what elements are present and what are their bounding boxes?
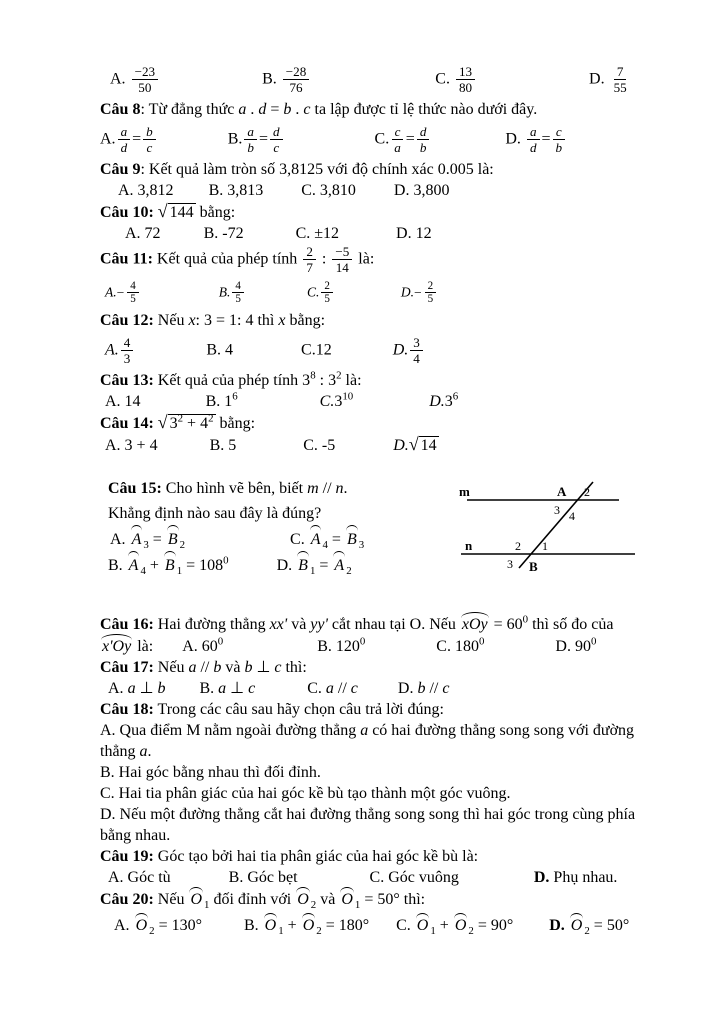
fraction (527, 124, 540, 155)
question-15-block (100, 476, 660, 583)
denominator: 14 (335, 260, 349, 276)
fraction-sign: − (116, 285, 125, 301)
italic-text: c (274, 659, 282, 677)
angle-arc: xOy (460, 613, 490, 635)
denominator: 5 (235, 293, 241, 306)
angle-arc: O (415, 914, 431, 936)
question-17-text: Câu 17: Nếu a // b và b ⊥ c thì: (100, 659, 307, 677)
question-15-line: B. A $_4$ + B $_1 = 108^0$ D. B $_1$ = A $_2$ (100, 552, 445, 578)
angle-index: 2 (316, 925, 322, 938)
question-14-text: Câu 14: √ $3^2 + 4^2$ bằng: (100, 412, 256, 433)
italic-text: a (188, 659, 197, 677)
bold-text: Câu 8 (100, 101, 141, 119)
label-B: B (529, 559, 538, 575)
radical-sign: √ (157, 412, 168, 433)
question-20-options: A. O $_2$ = 130° B. O $_1$ + O $_2$ = 180° C. O $_1$ + O $_2$ = 90° D. O $_2$ = 50° (100, 914, 660, 936)
italic-text: d (258, 101, 267, 119)
prev-question-options: A. $\frac{-23}{50}$ B. $\frac{-28}{76}$ C. $\frac{13}{80}$ D. $\frac{7}{55}$ (100, 64, 660, 95)
denominator: 3 (123, 351, 131, 367)
denominator: a (394, 140, 401, 156)
square-root (157, 412, 216, 433)
angle-notation (339, 891, 361, 912)
label-A: A (557, 484, 567, 500)
italic-text: b (213, 659, 222, 677)
question-8-options: A. $\frac{a}{d}$ = $\frac{b}{c}$ B. $\frac{a}{b}$ = $\frac{d}{c}$ C. $\frac{c}{a}$ = $\frac{d}{b}$ D. $\frac{a}{d}$ = $\frac{c}{b}$ (100, 124, 660, 155)
question-20-text: Câu 20: Nếu O $_1$ đối đỉnh với O $_2$ và O $_1$ = 50° thì: (100, 888, 660, 910)
superscript: 0 (217, 635, 224, 648)
angle-index: 2 (179, 539, 186, 552)
italic-text: A. (105, 283, 117, 299)
denominator: c (273, 140, 280, 156)
angle-notation (309, 531, 328, 552)
label-angle-B2: 2 (515, 539, 521, 554)
angle-notation (415, 917, 436, 938)
bold-text: D. (533, 869, 550, 887)
angle-arc: A (130, 526, 144, 552)
bold-text: Câu 14: (100, 415, 158, 433)
label-m: m (459, 484, 470, 500)
denominator: b (247, 140, 254, 156)
superscript: 2 (208, 412, 214, 425)
italic-text: m (307, 480, 319, 498)
bold-text: Câu 19: (100, 848, 154, 866)
angle-index: 1 (354, 899, 361, 912)
angle-arc: A (309, 526, 323, 552)
angle-index: 2 (584, 925, 590, 938)
denominator: 80 (458, 80, 473, 96)
question-16-options: x'Oy là: A. $60^0$ B. $120^0$ C. $180^0$ D. $90^0$ (102, 635, 597, 656)
question-12-text: Câu 12: Nếu x: 3 = 1: 4 thì x bằng: (100, 312, 326, 329)
italic-text: c (350, 680, 358, 698)
numerator: 7 (614, 64, 627, 80)
italic-text: x (188, 312, 196, 329)
label-angle-A2: 2 (584, 485, 590, 500)
bold-text: Câu 18: (100, 701, 154, 719)
question-15-line: Khẳng định nào sau đây là đúng? (108, 505, 322, 523)
superscript: 0 (359, 635, 366, 648)
italic-text: A. (105, 341, 119, 359)
fraction (283, 64, 310, 95)
italic-text: D. (393, 437, 409, 455)
denominator: 55 (613, 80, 627, 96)
angle-index: 3 (143, 539, 149, 552)
angle-index: 2 (346, 565, 352, 578)
radicand: 14 (420, 437, 437, 455)
superscript: 10 (342, 390, 354, 403)
italic-text: D. (400, 283, 414, 299)
denominator: b (419, 140, 427, 156)
denominator: 76 (289, 80, 303, 96)
angle-index: 4 (322, 539, 328, 552)
italic-text: a (127, 680, 136, 698)
angle-notation (166, 531, 186, 552)
denominator: 5 (324, 293, 330, 306)
question-14-options: A. 3 + 4 B. 5 C. -5 D.√ 14 (105, 434, 437, 455)
italic-text: x (278, 312, 286, 329)
bold-text: Câu 17: (100, 659, 154, 677)
angle-arc: B (345, 526, 359, 552)
question-18-option-c: C. Hai tia phân giác của hai góc kề bù tạo thành một góc vuông. (100, 785, 511, 803)
denominator: 5 (130, 293, 136, 306)
numerator: 4 (121, 335, 134, 351)
question-12-options: A. $\frac{4}{3}$ B. 4 C.12 D. $\frac{3}{4}$ (100, 335, 660, 366)
numerator: 2 (321, 280, 333, 294)
numerator: −28 (283, 64, 310, 80)
angle-arc: O (453, 914, 469, 936)
superscript: 0 (522, 613, 529, 626)
superscript: 8 (310, 369, 316, 382)
radical-sign: √ (408, 434, 419, 455)
transversal-line (519, 482, 593, 568)
question-15-text-column (100, 476, 445, 583)
angle-index: 1 (176, 565, 183, 578)
italic-text: b (157, 680, 166, 698)
angle-notation (332, 557, 352, 578)
angle-notation (569, 917, 590, 938)
fraction (232, 280, 244, 306)
italic-text: B. (218, 283, 231, 299)
angle-index: 1 (309, 565, 316, 578)
numerator: d (270, 124, 283, 140)
italic-text: a (218, 680, 227, 698)
numerator: 4 (232, 280, 244, 294)
angle-arc: O (263, 914, 279, 936)
fraction (303, 244, 316, 275)
label-angle-B3: 3 (507, 557, 513, 572)
angle-notation (345, 531, 365, 552)
superscript: 0 (590, 635, 597, 648)
italic-text: a (139, 743, 148, 761)
fraction (270, 124, 283, 155)
fraction (417, 124, 430, 155)
italic-text: c (442, 680, 450, 698)
question-18-option-d: D. Nếu một đường thẳng cắt hai đường thẳng song song thì hai góc trong cùng phía bằng nhau. (100, 806, 636, 845)
question-18-text: Câu 18: Trong các câu sau hãy chọn câu trả lời đúng: (100, 701, 444, 719)
angle-arc: O (295, 888, 311, 910)
fraction (143, 124, 156, 155)
angle-arc: A (127, 552, 141, 578)
numerator: b (143, 124, 156, 140)
question-18-option-a: A. Qua điểm M nằm ngoài đường thẳng a có hai đường thẳng song song với đường thẳng a. (100, 722, 635, 761)
italic-text: b (244, 659, 253, 677)
angle-index: 4 (140, 565, 146, 578)
superscript: 2 (336, 369, 342, 382)
fraction (425, 280, 437, 306)
question-9-options: A. 3,812 B. 3,813 C. 3,810 D. 3,800 (118, 182, 450, 200)
angle-notation (130, 531, 149, 552)
italic-text: xx' (269, 616, 288, 634)
fraction (332, 244, 352, 275)
question-9-text: Câu 9: Kết quả làm tròn số 3,8125 với độ chính xác 0.005 là: (100, 161, 494, 179)
square-root (157, 201, 196, 222)
bold-text: Câu 11: (100, 250, 153, 268)
questions-bottom-section (100, 613, 660, 936)
fraction (553, 124, 566, 155)
italic-text: c (303, 101, 311, 119)
bold-text: Câu 10: (100, 204, 158, 222)
numerator: 4 (127, 280, 139, 294)
angle-index: 2 (468, 925, 474, 938)
question-11-text: Câu 11: Kết quả của phép tính $\frac{2}{7}$ : $\frac{-5}{14}$ là: (100, 244, 375, 276)
angle-arc: O (339, 888, 355, 910)
angle-index: 3 (358, 539, 365, 552)
angle-notation (453, 917, 474, 938)
question-19-options: A. Góc tù B. Góc bẹt C. Góc vuông D. Phụ nhau. (108, 869, 618, 887)
question-10-text: Câu 10: √ 144 bằng: (100, 201, 236, 222)
numerator: a (244, 124, 257, 140)
italic-text: a (325, 680, 334, 698)
bold-text: Câu 15: (108, 480, 162, 498)
numerator: a (527, 124, 540, 140)
italic-text: C. (306, 283, 320, 299)
label-n: n (465, 538, 473, 554)
square-root (408, 434, 439, 455)
bold-text: Câu 12: (100, 312, 154, 329)
angle-index: 1 (278, 925, 284, 938)
angle-arc: O (134, 914, 150, 936)
denominator: c (146, 140, 153, 156)
question-16-text: Câu 16: Hai đường thẳng xx' và yy' cắt nhau tại O. Nếu xOy = $60^0$ thì số đo của (100, 613, 614, 634)
italic-text: a (360, 722, 369, 740)
numerator: 13 (456, 64, 475, 80)
angle-arc: x'Oy (100, 635, 133, 657)
denominator: d (120, 140, 128, 156)
question-15-line: Câu 15: Cho hình vẽ bên, biết m // n. (108, 480, 348, 498)
superscript: 0 (478, 635, 485, 648)
question-8-text: Câu 8: Từ đẳng thức a . d = b . c ta lập được tỉ lệ thức nào dưới đây. (100, 101, 538, 119)
angle-arc: O (188, 888, 204, 910)
question-13-options: A. 14 B. $1^6$ $C.3^{10}$ $D.3^6$ (105, 390, 459, 411)
angle-notation (295, 891, 317, 912)
angle-arc: B (166, 526, 180, 552)
label-angle-A4: 4 (569, 509, 575, 524)
fraction (391, 124, 404, 155)
italic-text: n (335, 480, 344, 498)
italic-text: C. (319, 393, 335, 411)
fraction (121, 335, 134, 366)
question-13-text: Câu 13: Kết quả của phép tính $3^8$ : $3^2$ là: (100, 369, 362, 390)
radical-sign: √ (157, 201, 168, 222)
label-angle-B1: 1 (542, 539, 548, 554)
fraction (127, 280, 139, 306)
bold-text: Câu 13: (100, 372, 154, 390)
angle-notation (301, 917, 322, 938)
italic-text: b (417, 680, 426, 698)
numerator: a (118, 124, 131, 140)
angle-arc: O (569, 914, 585, 936)
angle-index: 2 (149, 925, 155, 938)
superscript: 0 (223, 554, 229, 567)
angle-arc: A (332, 552, 346, 578)
figure-15-svg (457, 470, 647, 578)
label-angle-A3: 3 (554, 503, 560, 518)
bold-text: Câu 9 (100, 161, 141, 179)
angle-notation (127, 557, 146, 578)
radicand: $3^2 + 4^2$ (169, 412, 214, 433)
angle-arc: O (301, 914, 317, 936)
question-11-options (100, 280, 660, 306)
fraction (132, 64, 159, 95)
questions-top-section (100, 64, 660, 456)
radicand: 144 (169, 204, 194, 222)
denominator: 50 (138, 80, 152, 96)
fraction (321, 280, 333, 306)
angle-notation (296, 557, 316, 578)
question-10-options: A. 72 B. -72 C. ±12 D. 12 (125, 225, 432, 243)
angle-index: 1 (204, 899, 210, 912)
italic-text: a (238, 101, 247, 119)
numerator: c (392, 124, 404, 140)
numerator: −5 (332, 244, 352, 260)
fraction (611, 64, 630, 95)
denominator: d (529, 140, 537, 156)
numerator: 2 (425, 280, 437, 294)
fraction (410, 335, 423, 366)
denominator: b (555, 140, 563, 156)
superscript: 6 (452, 390, 459, 403)
angle-notation (163, 557, 183, 578)
angle-notation (134, 917, 155, 938)
question-15-line: A. A $_3$ = B $_2$ C. A $_4$ = B $_3$ (100, 526, 445, 552)
numerator: 3 (410, 335, 423, 351)
italic-text: b (283, 101, 292, 119)
italic-text: D. (392, 341, 409, 359)
angle-arc: B (163, 552, 177, 578)
italic-text: D. (429, 393, 445, 411)
angle-notation (188, 891, 210, 912)
numerator: d (417, 124, 430, 140)
fraction (118, 124, 131, 155)
numerator: 2 (303, 244, 316, 260)
fraction-sign: − (413, 285, 422, 301)
numerator: −23 (132, 64, 159, 80)
angle-arc: B (296, 552, 310, 578)
italic-text: c (248, 680, 256, 698)
parallel-lines-figure (457, 470, 647, 583)
superscript: 6 (232, 390, 238, 403)
bold-text: Câu 20: (100, 891, 154, 909)
angle-index: 2 (310, 899, 317, 912)
denominator: 7 (306, 260, 313, 276)
denominator: 4 (413, 351, 420, 367)
numerator: c (553, 124, 565, 140)
bold-text: D. (549, 917, 565, 935)
bold-text: Câu 16: (100, 616, 154, 634)
question-17-options: A. a ⊥ b B. a ⊥ c C. a // c D. b // c (108, 680, 450, 698)
angle-notation (263, 917, 284, 938)
question-18-option-b: B. Hai góc bằng nhau thì đối đỉnh. (100, 764, 321, 782)
fraction (244, 124, 257, 155)
italic-text: yy' (310, 616, 328, 634)
denominator: 5 (427, 293, 434, 306)
question-19-text: Câu 19: Góc tạo bởi hai tia phân giác của hai góc kề bù là: (100, 848, 479, 866)
superscript: 2 (177, 412, 184, 425)
angle-index: 1 (430, 925, 436, 938)
fraction (456, 64, 475, 95)
